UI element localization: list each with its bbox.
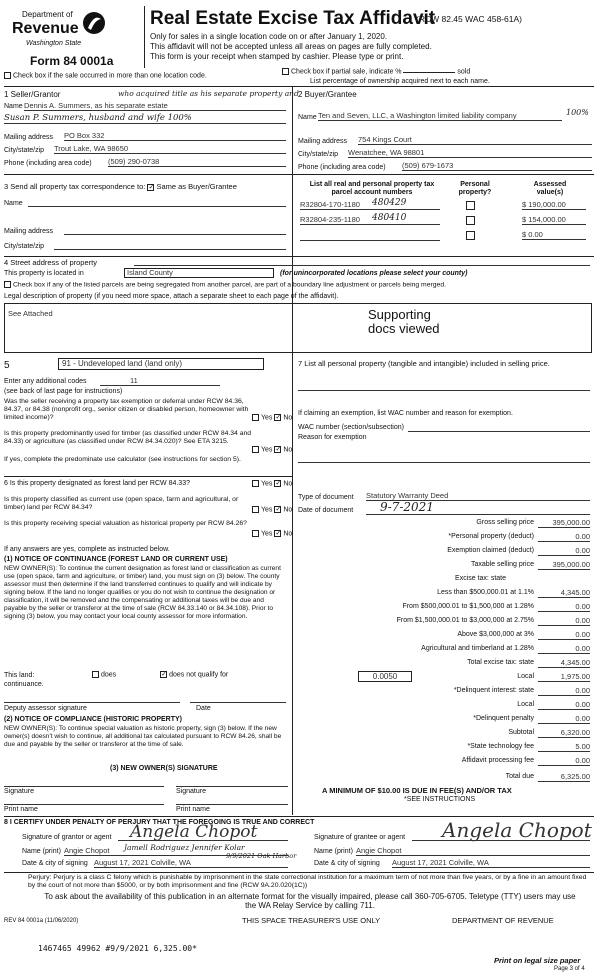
buyer-mail-field[interactable]: 754 Kings Court [358, 135, 592, 145]
row-value[interactable]: 0.00 [538, 700, 590, 710]
alt-format-notice: To ask about the availability of this publication in an alternate format for the visually impaired, please call 360-705-6705. Teletype (TTY) users may use the WA Relay Service by calling 711. [44, 892, 576, 910]
owner-sig-1-field[interactable] [4, 786, 164, 787]
row-value[interactable]: 5.00 [538, 742, 590, 752]
no-label: No [283, 446, 293, 454]
row-label: *State technology fee [467, 743, 534, 750]
row-value[interactable]: 0.00 [538, 602, 590, 612]
row-label: Local [517, 701, 534, 708]
multi-location-checkbox[interactable] [4, 72, 11, 79]
no-checkbox[interactable] [274, 480, 281, 487]
wac-field[interactable] [408, 431, 590, 432]
row-label: Total excise tax: state [467, 659, 534, 666]
multi-location-check[interactable] [4, 72, 207, 79]
street-address-field[interactable] [134, 265, 590, 266]
seller-phone-label: Phone (including area code) [4, 160, 92, 167]
row-value[interactable]: 0.00 [538, 616, 590, 626]
current-use-answer[interactable] [252, 506, 292, 513]
yes-checkbox[interactable] [252, 506, 259, 513]
table-row [298, 742, 592, 753]
row-label: Less than $500,000.01 at 1.1% [437, 589, 534, 596]
reason-field[interactable] [298, 462, 590, 463]
seller-phone-field[interactable]: (509) 290-0738 [108, 157, 286, 167]
historic-question: Is this property receiving special valuation as historical property per RCW 84.26? [4, 520, 247, 527]
yes-label: Yes [261, 446, 273, 454]
washington-state-label: Washington State [26, 40, 82, 47]
local-rate-row [298, 672, 592, 683]
deputy-date-label: Date [196, 705, 211, 712]
street-address-label: 4 Street address of property [4, 258, 97, 267]
personal-property-heading: 7 List all personal property (tangible and intangible) included in selling price. [298, 359, 550, 368]
legal-description-text: See Attached [8, 309, 53, 318]
partial-sale-label: Check box if partial sale, indicate % [291, 68, 402, 76]
reason-label: Reason for exemption [298, 434, 367, 441]
continuance-label: continuance. [4, 681, 44, 688]
table-row [298, 700, 592, 711]
parcel-value[interactable]: $ 154,000.00 [522, 215, 586, 225]
table-row [298, 574, 592, 585]
row-label: From $500,000.01 to $1,500,000 at 1.28% [402, 603, 534, 610]
does-checkbox[interactable] [92, 671, 99, 678]
parcel-handwritten: 480410 [372, 213, 407, 223]
grantor-sig-label: Signature of grantor or agent [22, 834, 112, 841]
partial-sold-label: sold [457, 68, 471, 76]
seller-city-field[interactable]: Trout Lake, WA 98650 [54, 144, 286, 154]
row-label: Subtotal [508, 729, 534, 736]
exemption-answer[interactable] [252, 414, 292, 421]
seller-city-label: City/state/zip [4, 147, 45, 154]
new-owner-signature-title: (3) NEW OWNER(S) SIGNATURE [110, 765, 218, 772]
grantee-signature-handwritten: Angela Chopot [442, 818, 592, 842]
stamp-line-1: Supporting [368, 307, 431, 322]
tax-correspondence-heading [4, 182, 237, 191]
row-label: Above $3,000,000 at 3% [457, 631, 534, 638]
table-row [298, 630, 592, 641]
row-label: Affidavit processing fee [461, 757, 534, 764]
personal-col-heading: Personal property? [458, 181, 492, 196]
row-label: Taxable selling price [470, 561, 534, 568]
tax-correspondence-label: 3 Send all property tax correspondence to: [4, 182, 146, 191]
form-number: Form 84 0001a [30, 54, 114, 68]
cashier-receipt-stamp: 1467465 49962 #9/9/2021 6,325.00* [38, 944, 197, 953]
exemption-claim-label: If claiming an exemption, list WAC number and reason for exemption. [298, 410, 513, 417]
table-row [298, 644, 592, 655]
owner-sig-2-field[interactable] [176, 786, 288, 787]
grantee-date-field[interactable]: August 17, 2021 Colville, WA [392, 858, 590, 868]
buyer-city-label: City/state/zip [298, 151, 339, 158]
row-value[interactable]: 4,345.00 [538, 588, 590, 598]
row-label: Agricultural and timberland at 1.28% [421, 645, 534, 652]
row-value[interactable]: 0.00 [538, 532, 590, 542]
same-as-buyer-checkbox[interactable] [147, 184, 154, 191]
yes-checkbox[interactable] [252, 446, 259, 453]
row-value[interactable]: 0.00 [538, 686, 590, 696]
treasurer-use-label: THIS SPACE TREASURER'S USE ONLY [242, 916, 381, 925]
does-not-checkbox[interactable] [160, 671, 167, 678]
seller-name-handwritten: who acquired title as his separate property and [118, 89, 299, 98]
corr-city-field[interactable] [54, 249, 286, 250]
seller-mail-field[interactable]: PO Box 332 [64, 131, 286, 141]
grantee-name-label: Name (print) [314, 848, 353, 855]
seller-name-label: Name [4, 103, 23, 110]
corr-city-label: City/state/zip [4, 243, 45, 250]
notice-continuance-text: NEW OWNER(S): To continue the current designation as forest land or classification as current use (open space, farm and agriculture, or timber) land, you must sign on (3) below. The county assessor must then determine if the land transferred continues to qualify and will indicate by signing below. If the land no longer qualifies or you do not wish to continue the designation or classification, it will be removed and the compensating or additional taxes will be due and payable by the seller or transferor at the time of sale (RCW 84.33.140 or 84.34.108). Prior to signing (3) below, you may contact your local county assessor for more information. [4, 565, 281, 620]
parcel-col-heading: List all real and personal property tax parcel account numbers [309, 181, 435, 196]
timber-answer[interactable] [252, 446, 292, 453]
does-label: does [101, 671, 117, 679]
forest-land-question: 6 Is this property designated as forest land per RCW 84.33? [4, 480, 190, 487]
county-note: (for unincorporated locations please select your county) [280, 270, 468, 277]
deputy-signature-label: Deputy assessor signature [4, 705, 87, 712]
parcel-row-2 [300, 215, 590, 227]
segregated-check[interactable] [4, 281, 446, 288]
row-value[interactable]: 6,325.00 [538, 772, 590, 782]
doc-date-label: Date of document [298, 507, 354, 514]
row-label: Gross selling price [476, 519, 534, 526]
seller-name-line2[interactable]: Susan P. Summers, husband and wife 100% [4, 113, 286, 124]
parcel-value[interactable]: $ 0.00 [522, 230, 586, 240]
row-label: *Delinquent penalty [473, 715, 534, 722]
buyer-percent: 100% [566, 108, 589, 117]
row-label: Exemption claimed (deduct) [447, 547, 534, 554]
parcel-personal-checkbox[interactable] [466, 231, 475, 240]
table-row [298, 616, 592, 627]
row-value[interactable]: 0.00 [538, 644, 590, 654]
table-row [298, 560, 592, 571]
deputy-signature-field[interactable] [4, 702, 180, 703]
ownership-note: List percentage of ownership acquired next to each name. [310, 78, 490, 85]
add-codes-field[interactable]: 11 [100, 376, 220, 386]
dor-emblem-icon [82, 10, 106, 38]
seller-grantor-heading: 1 Seller/Grantor [4, 90, 61, 99]
no-label: No [283, 530, 293, 538]
table-row [298, 756, 592, 767]
instruction-3: This form is your receipt when stamped by cashier. Please type or print. [150, 52, 404, 61]
partial-sale-check[interactable] [282, 68, 470, 75]
form-revision: REV 84 0001a (11/06/2020) [4, 918, 79, 924]
instruction-2: This affidavit will not be accepted unless all areas on pages are fully completed. [150, 42, 432, 51]
certify-heading: 8 I CERTIFY UNDER PENALTY OF PERJURY THAT THE FOREGOING IS TRUE AND CORRECT [4, 819, 315, 826]
grantor-signature-handwritten: Angela Chopot [130, 822, 258, 842]
wac-label: WAC number (section/subsection) [298, 424, 404, 431]
notice-continuance-title: (1) NOTICE OF CONTINUANCE (FOREST LAND OR CURRENT USE) [4, 556, 228, 563]
grantor-date-label: Date & city of signing [22, 860, 88, 867]
row-value[interactable]: 0.00 [538, 630, 590, 640]
no-label: No [283, 480, 293, 488]
no-checkbox[interactable] [274, 506, 281, 513]
see-instructions-note: *SEE INSTRUCTIONS [404, 796, 476, 803]
table-row [298, 686, 592, 697]
parcel-personal-checkbox[interactable] [466, 201, 475, 210]
timber-question: Is this property predominantly used for timber (as classified under RCW 84.34 and 84.33) or agriculture (as classified under RCW 84.34.020)? See ETA 3215. [4, 430, 252, 445]
parcel-number[interactable]: R32804-235-1180 [300, 215, 440, 225]
buyer-name-field[interactable]: Ten and Seven, LLC, a Washington limited liability company [318, 111, 562, 121]
no-checkbox[interactable] [274, 446, 281, 453]
owner-sig-2-label: Signature [176, 788, 206, 795]
yes-label: Yes [261, 506, 273, 514]
parcel-handwritten: 480429 [372, 198, 407, 208]
grantor-name-field[interactable]: Angie Chopot [64, 846, 288, 856]
parcel-number[interactable]: R32804-170-1180 [300, 200, 440, 210]
row-value[interactable]: 0.00 [538, 546, 590, 556]
segregated-checkbox[interactable] [4, 281, 11, 288]
exemption-question: Was the seller receiving a property tax exemption or deferral under RCW 84.36, 84.37, or 84.38 (nonprofit org., senior citizen or disabled person, homeowner with limited income)? [4, 398, 249, 421]
doc-type-label: Type of document [298, 494, 354, 501]
partial-sale-checkbox[interactable] [282, 68, 289, 75]
table-row [298, 588, 592, 599]
legal-description-label: Legal description of property (if you need more space, attach a separate sheet to each page of the affidavit). [4, 293, 339, 300]
seller-name-field[interactable]: Dennis A. Summers, as his separate estate [24, 101, 286, 111]
buyer-name-label: Name [298, 114, 317, 121]
table-row [298, 602, 592, 613]
parcel-row-3 [300, 230, 590, 242]
table-row [298, 546, 592, 557]
yes-label: Yes [261, 530, 273, 538]
stamp-line-2: docs viewed [368, 321, 440, 336]
add-codes-label: Enter any additional codes [4, 378, 87, 385]
rcw-reference: (RCW 82.45 WAC 458-61A) [416, 14, 522, 24]
row-label: Excise tax: state [455, 575, 506, 582]
this-land-label: This land: [4, 672, 35, 679]
calculator-note: If yes, complete the predominate use calculator (see instructions for section 5). [4, 456, 241, 463]
no-label: No [283, 506, 293, 514]
buyer-mail-label: Mailing address [298, 138, 348, 145]
row-label: From $1,500,000.01 to $3,000,000 at 2.75% [396, 617, 534, 624]
table-row [298, 518, 592, 529]
parcel-number[interactable] [300, 240, 440, 241]
table-row [298, 728, 592, 739]
deputy-date-field[interactable] [190, 702, 286, 703]
multi-location-label: Check box if the sale occurred in more than one location code. [13, 72, 207, 80]
segregated-label: Check box if any of the listed parcels are being segregated from another parcel, are part of a boundary line adjustment or parcels being merged. [13, 281, 446, 289]
page-number: Page 3 of 4 [554, 966, 585, 972]
grantor-name-label: Name (print) [22, 848, 61, 855]
buyer-phone-field[interactable]: (509) 679-1673 [402, 161, 592, 171]
buyer-grantee-heading: 2 Buyer/Grantee [298, 90, 357, 99]
yes-checkbox[interactable] [252, 414, 259, 421]
forest-land-answer[interactable] [252, 480, 292, 487]
grantee-date-label: Date & city of signing [314, 860, 380, 867]
table-row [298, 532, 592, 543]
does-not-label: does not qualify for [169, 671, 229, 679]
revenue-wordmark: Revenue [12, 20, 79, 37]
local-value[interactable]: 1,975.00 [538, 672, 590, 682]
land-use-select[interactable]: 91 - Undeveloped land (land only) [58, 358, 264, 370]
instruction-1: Only for sales in a single location code on or after January 1, 2020. [150, 32, 388, 41]
corr-name-field[interactable] [28, 206, 286, 207]
dept-of-label: Department of [22, 10, 73, 19]
minimum-due-note: A MINIMUM OF $10.00 IS DUE IN FEE(S) AND/OR TAX [322, 786, 512, 795]
owner-print-1-field[interactable] [4, 804, 164, 805]
assessed-col-heading: Assessed value(s) [533, 181, 567, 196]
perjury-notice: Perjury: Perjury is a class C felony which is punishable by imprisonment in the state correctional institution for a maximum term of not more than five years, or by a fine in an amount fixed by the court of not more than $5000, or by both imprisonment and fine (RCW 9A.20.020(1C)) [28, 874, 587, 889]
corr-mail-label: Mailing address [4, 228, 54, 235]
buyer-city-field[interactable]: Wenatchee, WA 98801 [348, 148, 592, 158]
parcel-personal-checkbox[interactable] [466, 216, 475, 225]
doc-date-field[interactable]: 9-7-2021 [366, 500, 590, 515]
seller-mail-label: Mailing address [4, 134, 54, 141]
county-select[interactable]: Island County [124, 268, 274, 278]
parcel-value[interactable]: $ 190,000.00 [522, 200, 586, 210]
no-checkbox[interactable] [274, 530, 281, 537]
section-5-number: 5 [4, 360, 10, 371]
see-back-note: (see back of last page for instructions) [4, 388, 123, 395]
buyer-phone-label: Phone (including area code) [298, 164, 386, 171]
no-checkbox[interactable] [274, 414, 281, 421]
row-label: Total due [505, 773, 534, 780]
row-value[interactable]: 4,345.00 [538, 658, 590, 668]
row-value[interactable]: 395,000.00 [538, 518, 590, 528]
legal-description-field[interactable] [4, 303, 592, 353]
qualify-options[interactable] [92, 671, 228, 678]
yes-checkbox[interactable] [252, 480, 259, 487]
supporting-docs-stamp [368, 308, 440, 336]
row-label: *Delinquent interest: state [453, 687, 534, 694]
notice-compliance-title: (2) NOTICE OF COMPLIANCE (HISTORIC PROPERTY) [4, 716, 182, 723]
legal-size-note: Print on legal size paper [494, 956, 581, 965]
table-row [298, 658, 592, 669]
corr-mail-field[interactable] [64, 234, 286, 235]
grantee-name-field[interactable]: Angie Chopot [356, 846, 590, 856]
same-as-buyer-label: Same as Buyer/Grantee [156, 182, 237, 191]
row-label: *Personal property (deduct) [448, 533, 534, 540]
grantor-date-field[interactable]: August 17, 2021 Colville, WA [94, 858, 288, 868]
yes-label: Yes [261, 414, 273, 422]
corr-name-label: Name [4, 200, 23, 207]
row-value[interactable]: 6,320.00 [538, 728, 590, 738]
if-yes-note: If any answers are yes, complete as instructed below. [4, 546, 170, 553]
row-value[interactable]: 395,000.00 [538, 560, 590, 570]
current-use-question: Is this property classified as current use (open space, farm and agricultural, or timber) land per RCW 84.34? [4, 496, 239, 511]
historic-answer[interactable] [252, 530, 292, 537]
owner-print-1-label: Print name [4, 806, 38, 813]
page-title: Real Estate Excise Tax Affidavit [150, 8, 436, 29]
table-row [298, 772, 592, 783]
dor-logo [8, 8, 108, 52]
parcel-row-1 [300, 200, 590, 212]
located-label: This property is located in [4, 270, 84, 277]
owner-print-2-label: Print name [176, 806, 210, 813]
no-label: No [283, 414, 293, 422]
grantor-date-handwritten: 9/9/2021 Oak Harbor [226, 852, 297, 860]
notice-compliance-text: NEW OWNER(S): To continue special valuation as historic property, sign (3) below. If the new owner(s) doesn't wish to continue, all additional tax calculated pursuant to RCW 84.26, shall be due and payable by the seller or transferor at the time of sale. [4, 725, 282, 748]
local-rate-field[interactable]: 0.0050 [358, 671, 412, 682]
table-row [298, 714, 592, 725]
personal-property-field[interactable] [298, 390, 590, 391]
owner-sig-1-label: Signature [4, 788, 34, 795]
yes-checkbox[interactable] [252, 530, 259, 537]
doc-type-field[interactable]: Statutory Warranty Deed [366, 491, 590, 501]
local-label: Local [517, 673, 534, 680]
row-value[interactable]: 0.00 [538, 756, 590, 766]
yes-label: Yes [261, 480, 273, 488]
dept-of-revenue-label: DEPARTMENT OF REVENUE [452, 916, 554, 925]
row-value[interactable]: 0.00 [538, 714, 590, 724]
grantor-name-handwritten: Jamell Rodriguez Jennifer Kolar [124, 843, 245, 852]
grantee-sig-label: Signature of grantee or agent [314, 834, 406, 841]
owner-print-2-field[interactable] [176, 804, 288, 805]
